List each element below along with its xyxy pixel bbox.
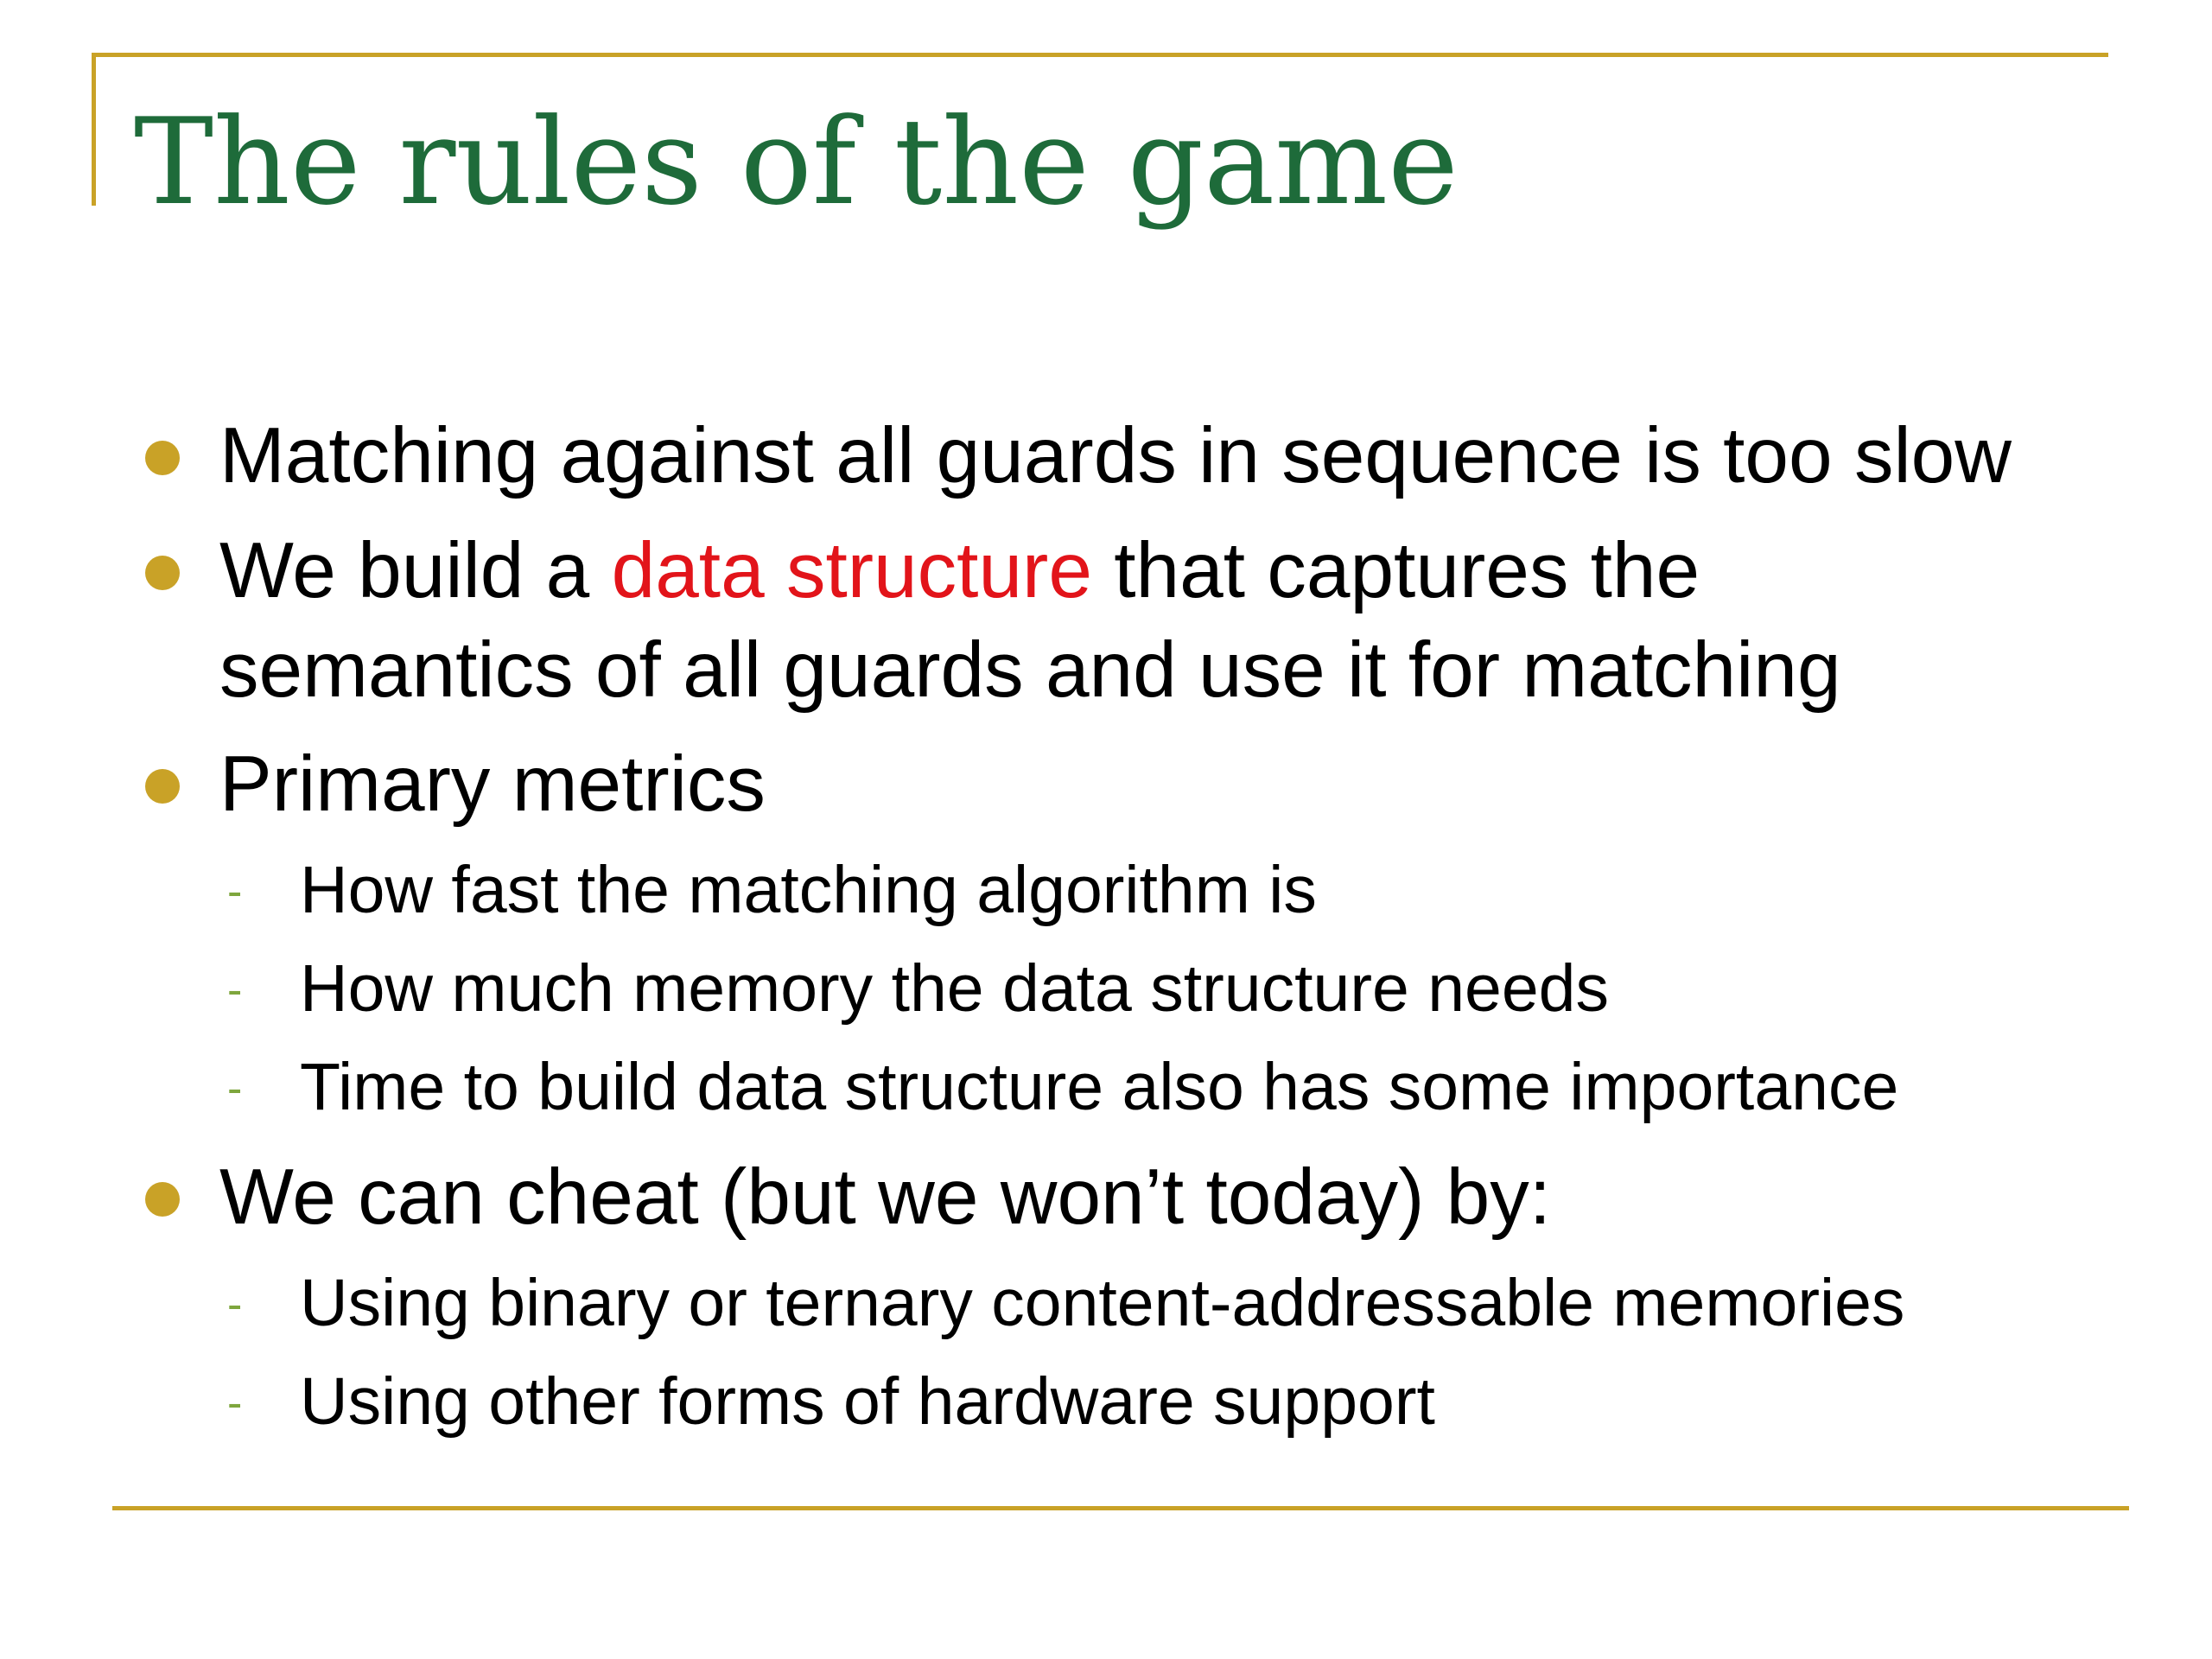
bullet-text-continuation: semantics of all guards and use it for matching xyxy=(219,626,1841,714)
bullet-text: We can cheat (but we won’t today) by: xyxy=(219,1154,1552,1241)
bullet-text: Matching against all guards in sequence is too slow xyxy=(219,412,2012,499)
sub-bullet-text: Using other forms of hardware support xyxy=(300,1364,1435,1439)
sub-bullet-text: Time to build data structure also has some importance xyxy=(300,1050,1899,1124)
sub-bullet-dash: - xyxy=(227,1280,243,1330)
sub-bullet-text: How much memory the data structure needs xyxy=(300,951,1609,1026)
bullet-text: Primary metrics xyxy=(219,741,766,828)
footer-rule xyxy=(112,1506,2129,1510)
sub-bullet-dash: - xyxy=(227,1378,243,1428)
bullet-text xyxy=(219,521,1700,621)
sub-bullet-text: Using binary or ternary content-addressable memories xyxy=(300,1266,1905,1340)
bullet-dot xyxy=(145,441,180,475)
sub-bullet-dash: - xyxy=(227,965,243,1015)
sub-bullet-dash: - xyxy=(227,867,243,917)
bullet-text-part: that captures the xyxy=(1091,527,1700,614)
bullet-dot xyxy=(145,769,180,804)
sub-bullet-text: How fast the matching algorithm is xyxy=(300,853,1317,927)
bullet-dot xyxy=(145,1182,180,1217)
bullet-dot xyxy=(145,556,180,590)
slide-title: The rules of the game xyxy=(134,92,1459,232)
bullet-text-part: We build a xyxy=(219,527,612,614)
sub-bullet-dash: - xyxy=(227,1064,243,1114)
highlighted-term: data structure xyxy=(611,527,1092,614)
